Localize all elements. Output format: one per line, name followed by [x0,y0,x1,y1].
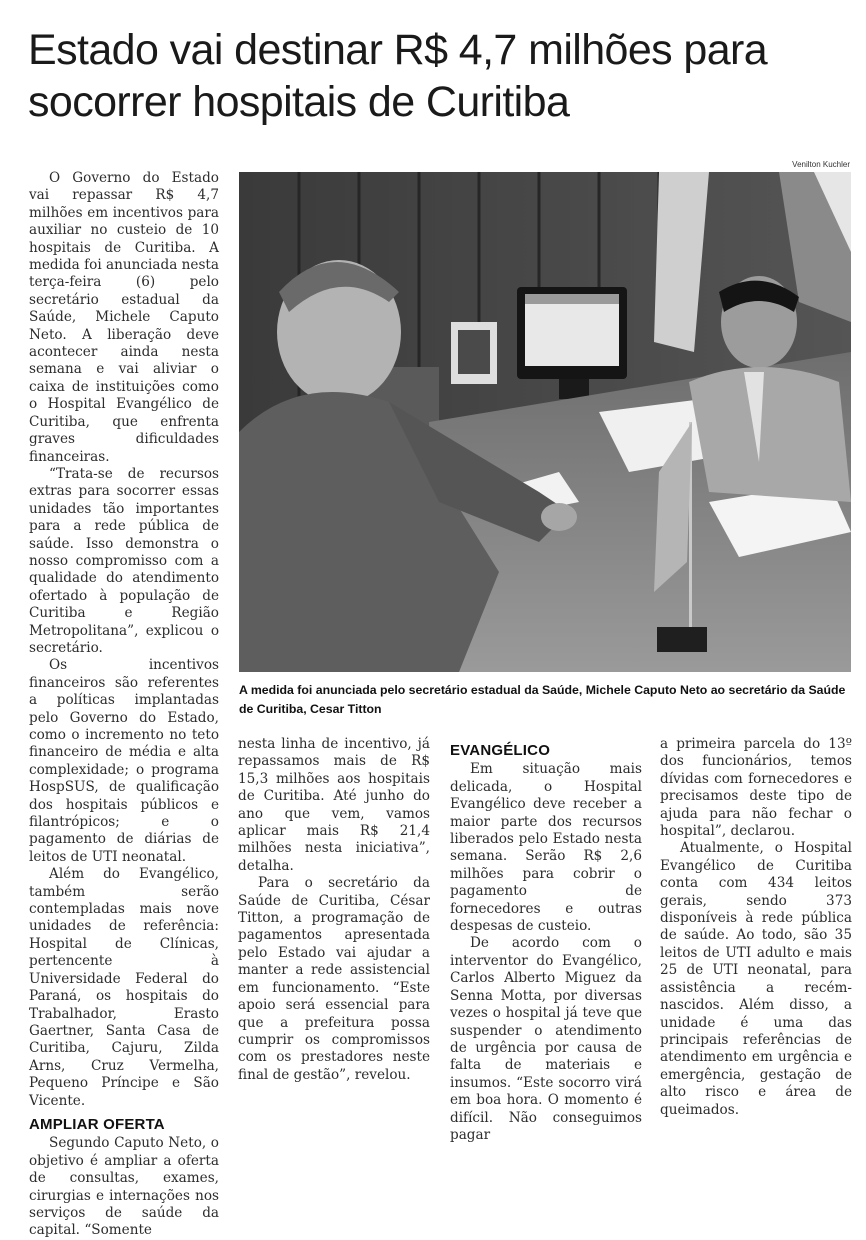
article-column-2 [238,736,430,1084]
section-heading: EVANGÉLICO [450,742,551,759]
paragraph: Segundo Caputo Neto, o objetivo é ampliar a oferta de consultas, exames, cirurgias e internações nos serviços de saúde da capital. “Somente [29,1135,219,1239]
article-headline: Estado vai destinar R$ 4,7 milhões para socorrer hospitais de Curitiba [28,26,768,126]
section-heading: AMPLIAR OFERTA [29,1115,165,1133]
article-column-3 [450,736,642,1144]
paragraph: De acordo com o interventor do Evangélico, Carlos Alberto Miguez da Senna Motta, por diversas vezes o hospital já teve que suspender o atendimento de urgência por causa de falta de materiais e insumos. “Este socorro virá em boa hora. O momento é difícil. Não conseguimos pagar [450,935,642,1143]
paragraph-continued: a primeira parcela do 13º dos funcionários, temos dívidas com fornecedores e precisamos deste tipo de ajuda para não fechar o hospital”, declarou. [660,736,852,840]
paragraph: Além do Evangélico, também serão contempladas mais nove unidades de referência: Hospital de Clínicas, pertencente à Universidade Federal do Paraná, os hospitais do Trabalhador, Erasto Gaertner, Santa Casa de Curitiba, Cajuru, Zilda Arns, Cruz Vermelha, Pequeno Príncipe e São Vicente. [29,866,219,1109]
paragraph: Para o secretário da Saúde de Curitiba, César Titton, a programação de pagamentos apresentada pelo Estado vai ajudar a manter a rede assistencial em funcionamento. “Este apoio será essencial para que a prefeitura possa cumprir os compromissos com os prestadores neste final de gestão”, revelou. [238,875,430,1083]
paragraph: Atualmente, o Hospital Evangélico de Curitiba conta com 434 leitos gerais, sendo 373 disponíveis à rede pública de saúde. Ao todo, são 35 leitos de UTI adulto e mais 25 de UTI neonatal, para assistência a recém-nascidos. Além disso, a unidade é uma das principais referências de atendimento em urgência e emergência, gestação de alto risco e área de queimados. [660,840,852,1118]
paragraph-continued: nesta linha de incentivo, já repassamos mais de R$ 15,3 milhões aos hospitais de Curitiba. Até junho do ano que vem, vamos aplicar mais R$ 21,4 milhões nesta iniciativa”, detalha. [238,736,430,874]
article-column-1 [29,170,219,1240]
photo-credit: Venilton Kuchler [792,160,850,169]
paragraph: “Trata-se de recursos extras para socorrer essas unidades tão importantes para a rede pública de saúde. Isso demonstra o nosso compromisso com a qualidade do atendimento ofertado à população de Curitiba e Região Metropolitana”, explicou o secretário. [29,465,219,656]
paragraph: Os incentivos financeiros são referentes a políticas implantadas pelo Governo do Estado, como o incremento no teto financeiro de média e alta complexidade; o programa HospSUS, de qualificação dos hospitais públicos e filantrópicos; e o pagamento de diárias de leitos de UTI neonatal. [29,657,219,865]
photo-caption: A medida foi anunciada pelo secretário estadual da Saúde, Michele Caputo Neto ao secretário da Saúde de Curitiba, Cesar Titton [239,683,846,716]
paragraph: O Governo do Estado vai repassar R$ 4,7 milhões em incentivos para auxiliar no custeio de 10 hospitais de Curitiba. A medida foi anunciada nesta terça-feira (6) pelo secretário estadual da Saúde, Michele Caputo Neto. A liberação deve acontecer ainda nesta semana e vai aliviar o caixa de instituições como o Hospital Evangélico de Curitiba, que enfrenta graves dificuldades financeiras. [29,170,219,465]
article-column-4 [660,736,852,1119]
paragraph: Em situação mais delicada, o Hospital Evangélico deve receber a maior parte dos recursos liberados pelo Estado nesta semana. Serão R$ 2,6 milhões para cobrir o pagamento de fornecedores e outras despesas de custeio. [450,761,642,935]
photo-illustration [239,172,851,672]
article-photo [239,172,851,672]
